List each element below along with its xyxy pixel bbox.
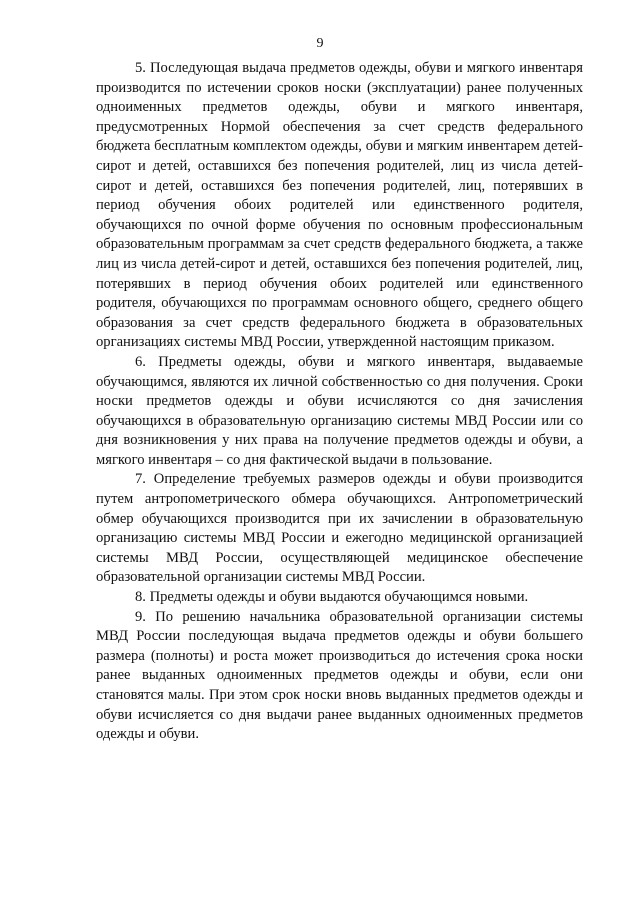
paragraph-5: 5. Последующая выдача предметов одежды, обуви и мягкого инвентаря производится по истечении сроков носки (эксплуатации) ранее полученных одноименных предметов одежды, обуви и мягкого инвентаря, предусмотренных Нормой обеспечения за счет средств федерального бюджета бесплатным комплектом одежды, обуви и мягким инвентарем детей-сирот и детей, оставшихся без попечения родителей, лиц из числа детей-сирот и детей, оставшихся без попечения родителей, лиц, потерявших в период обучения обоих родителей или единственного родителя, обучающихся по очной форме обучения по основным профессиональным образовательным программам за счет средств федерального бюджета, а также лиц из числа детей-сирот и детей, оставшихся без попечения родителей, лиц, потерявших в период обучения обоих родителей или единственного родителя, обучающихся по программам основного общего, среднего общего образования за счет средств федерального бюджета в образовательных организациях системы МВД России, утвержденной настоящим приказом. — [96, 60, 583, 351]
page-number: 9 — [316, 36, 324, 51]
paragraph-8: 8. Предметы одежды и обуви выдаются обучающимся новыми. — [135, 589, 529, 606]
document-body — [96, 59, 583, 745]
paragraph-7: 7. Определение требуемых размеров одежды и обуви производится путем антропометрического обмера обучающихся. Антропометрический обмер обучающихся производится при их зачислении в образовательную организацию системы МВД России и ежегодно медицинской организацией системы МВД России, осуществляющей медицинское обеспечение образовательной организации системы МВД России. — [96, 471, 583, 586]
paragraph-9: 9. По решению начальника образовательной организации системы МВД России последующая выдача предметов одежды и обуви большего размера (полноты) и роста может производиться до истечения срока носки ранее выданных одноименных предметов одежды и обуви, если они становятся малы. При этом срок носки вновь выданных предметов одежды и обуви исчисляется со дня выдачи ранее выданных одноименных предметов одежды и обуви. — [96, 608, 583, 743]
paragraph-6: 6. Предметы одежды, обуви и мягкого инвентаря, выдаваемые обучающимся, являются их личной собственностью со дня получения. Сроки носки предметов одежды и обуви исчисляются со дня зачисления обучающихся в образовательную организацию системы МВД России или со дня возникновения у них права на получение предметов одежды и обуви, а мягкого инвентаря – со дня фактической выдачи в пользование. — [96, 353, 583, 468]
